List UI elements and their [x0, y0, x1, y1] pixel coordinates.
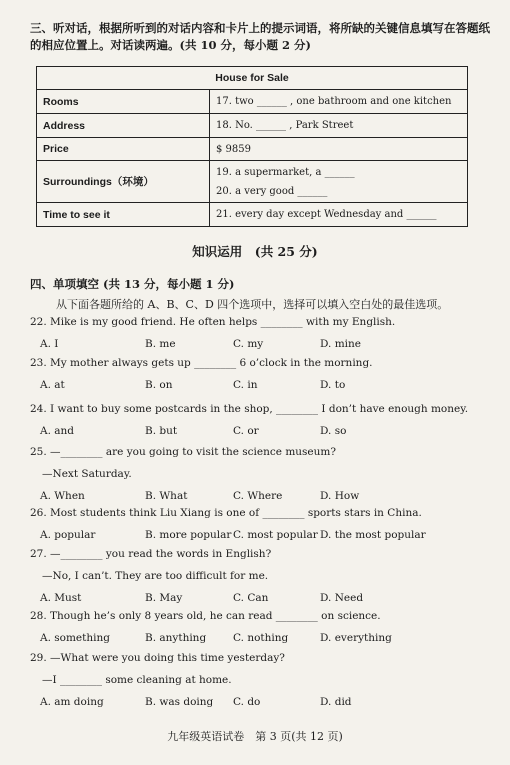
- page-footer: 九年级英语试卷 第 3 页(共 12 页): [167, 730, 343, 743]
- option-a[interactable]: A. I: [40, 338, 59, 350]
- row-label-price: Price: [37, 138, 210, 161]
- section3-instruction: 三、听对话，根据所听到的对话内容和卡片上的提示词语，将所缺的关键信息填写在答题纸的相应位置上。对话读两遍。(共 10 分，每小题 2 分): [30, 21, 490, 52]
- option-b[interactable]: B. was doing: [145, 696, 214, 708]
- option-d[interactable]: D. How: [320, 490, 360, 502]
- question-stem: 23. My mother always gets up ________ 6 o’clock in the morning.: [30, 357, 373, 369]
- question-stem: 28. Though he’s only 8 years old, he can read ________ on science.: [30, 610, 381, 622]
- surroundings-item-20: 20. a very good ______: [216, 185, 328, 197]
- question-stem: 26. Most students think Liu Xiang is one of ________ sports stars in China.: [30, 507, 422, 519]
- row-value-rooms: 17. two ______ , one bathroom and one kitchen: [210, 90, 468, 114]
- house-for-sale-table: [36, 66, 468, 227]
- option-b[interactable]: B. more popular: [145, 529, 232, 541]
- option-d[interactable]: D. to: [320, 379, 346, 391]
- question-stem: 25. —________ are you going to visit the science museum?: [30, 446, 336, 458]
- option-b[interactable]: B. me: [145, 338, 176, 350]
- option-a[interactable]: A. at: [40, 379, 65, 391]
- option-c[interactable]: C. Where: [233, 490, 283, 502]
- option-a[interactable]: A. something: [40, 632, 110, 644]
- question-stem: 29. —What were you doing this time yesterday?: [30, 652, 285, 664]
- question-stem: 24. I want to buy some postcards in the shop, ________ I don’t have enough money.: [30, 403, 469, 415]
- option-d[interactable]: D. Need: [320, 592, 364, 604]
- row-value-address: 18. No. ______ , Park Street: [210, 114, 468, 138]
- question-dialogue-line: —No, I can’t. They are too difficult for me.: [42, 570, 269, 582]
- row-value-time: 21. every day except Wednesday and ______: [210, 203, 468, 227]
- option-a[interactable]: A. popular: [40, 529, 96, 541]
- row-label-rooms: Rooms: [37, 90, 210, 114]
- knowledge-section-title: 知识运用 (共 25 分): [192, 244, 318, 259]
- question-stem: 27. —________ you read the words in English?: [30, 548, 272, 560]
- row-value-surroundings: [210, 161, 468, 203]
- row-label-time: Time to see it: [37, 203, 210, 227]
- section4-instruction: 从下面各题所给的 A、B、C、D 四个选项中，选择可以填入空白处的最佳选项。: [56, 298, 449, 311]
- option-b[interactable]: B. May: [145, 592, 183, 604]
- option-d[interactable]: D. did: [320, 696, 352, 708]
- surroundings-item-19: 19. a supermarket, a ______: [216, 166, 355, 178]
- section4-heading: 四、单项填空 (共 13 分，每小题 1 分): [30, 277, 235, 291]
- option-c[interactable]: C. nothing: [233, 632, 289, 644]
- option-c[interactable]: C. most popular: [233, 529, 318, 541]
- option-c[interactable]: C. in: [233, 379, 258, 391]
- option-d[interactable]: D. mine: [320, 338, 362, 350]
- option-c[interactable]: C. do: [233, 696, 261, 708]
- option-b[interactable]: B. anything: [145, 632, 207, 644]
- option-d[interactable]: D. everything: [320, 632, 392, 644]
- row-label-address: Address: [37, 114, 210, 138]
- option-b[interactable]: B. but: [145, 425, 178, 437]
- option-d[interactable]: D. so: [320, 425, 347, 437]
- option-c[interactable]: C. Can: [233, 592, 269, 604]
- question-dialogue-line: —Next Saturday.: [42, 468, 132, 480]
- row-value-price: $ 9859: [210, 138, 468, 161]
- option-a[interactable]: A. Must: [40, 592, 82, 604]
- option-b[interactable]: B. on: [145, 379, 173, 391]
- option-b[interactable]: B. What: [145, 490, 188, 502]
- option-c[interactable]: C. or: [233, 425, 259, 437]
- option-a[interactable]: A. am doing: [40, 696, 104, 708]
- option-a[interactable]: A. When: [40, 490, 85, 502]
- option-a[interactable]: A. and: [40, 425, 75, 437]
- option-c[interactable]: C. my: [233, 338, 264, 350]
- question-stem: 22. Mike is my good friend. He often helps ________ with my English.: [30, 316, 396, 328]
- question-dialogue-line: —I ________ some cleaning at home.: [42, 674, 232, 686]
- option-d[interactable]: D. the most popular: [320, 529, 426, 541]
- table-title: House for Sale: [37, 67, 468, 90]
- row-label-surroundings: Surroundings（环境）: [37, 161, 210, 203]
